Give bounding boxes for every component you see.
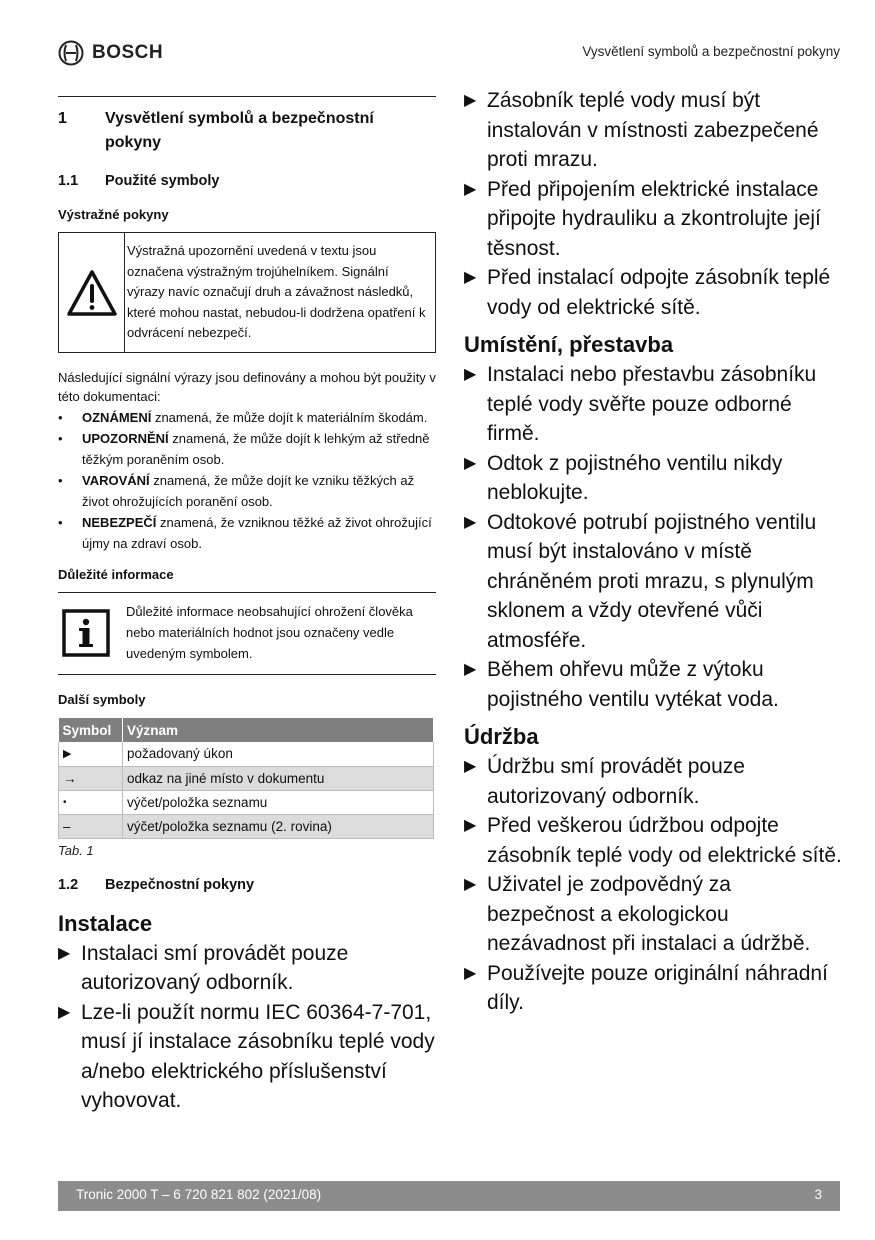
placement-list [464,360,842,714]
list-item [464,752,842,811]
other-symbols-heading: Další symboly [58,692,146,707]
symbol-cell: • [59,790,123,814]
signal-words-list [58,407,436,554]
section-1-1-title: Použité symboly [105,173,220,189]
list-item-text: Zásobník teplé vody musí být instalován v místnosti zabezpečené proti mrazu. [487,89,819,171]
action-arrow-icon: ▶ [464,269,477,286]
table-row [59,790,434,814]
list-item [58,998,436,1116]
section-1-heading [58,96,436,155]
list-item [464,508,842,656]
installation-heading: Instalace [58,910,153,936]
list-item [464,870,842,959]
section-1-1-heading [58,171,436,191]
installation-list [58,939,436,1116]
maintenance-list [464,752,842,1018]
list-item [464,86,842,175]
action-arrow-icon: ▶ [58,1003,71,1021]
header-title: Vysvětlení symbolů a bezpečnostní pokyny [582,44,840,59]
bullet-dot: • [58,473,63,488]
signal-desc: znamená, že může dojít k materiálním škodám. [151,410,428,425]
list-item [464,449,842,508]
list-item-text: Údržbu smí provádět pouze autorizovaný odborník. [487,755,745,808]
signal-words-intro: Následující signální výrazy jsou definovány a mohou být použity v této dokumentaci: [58,370,436,404]
action-arrow-icon: ▶ [58,944,71,962]
list-item-text: Lze-li použít normu IEC 60364-7-701, musí jí instalace zásobníku teplé vody a/nebo elektrického příslušenství vyhovovat. [81,1000,435,1112]
col-symbol-header: Symbol [59,718,123,742]
list-item-text: Používejte pouze originální náhradní díly. [487,961,828,1014]
action-arrow-icon: ▶ [464,661,477,678]
list-item-text: Během ohřevu může z výtoku pojistného ventilu vytékat voda. [487,658,779,711]
section-1-title: Vysvětlení symbolů a bezpečnostní pokyny [105,110,374,151]
page-footer [58,1181,840,1211]
page-number: 3 [814,1187,822,1202]
list-item [58,407,436,428]
action-arrow-icon: ▶ [464,876,477,893]
symbol-cell: → [59,766,123,790]
signal-desc: znamená, že vzniknou těžké až život ohrožující újmy na zdraví osob. [82,515,432,551]
action-arrow-icon: ▶ [464,964,477,982]
action-arrow-icon: ▶ [464,758,477,775]
meaning-cell: výčet/položka seznamu [123,790,434,814]
signal-term: UPOZORNĚNÍ [82,431,169,446]
col-meaning-header: Význam [123,718,434,742]
meaning-cell: požadovaný úkon [123,742,434,766]
meaning-cell: výčet/položka seznamu (2. rovina) [123,814,434,838]
list-item-text: Instalaci nebo přestavbu zásobníku teplé vody svěřte pouze odborné firmě. [487,363,817,445]
action-arrow-icon: ▶ [464,366,477,383]
table-row [59,742,434,766]
action-arrow-icon: ▶ [464,92,477,109]
list-item-text: Odtok z pojistného ventilu nikdy neblokujte. [487,451,783,504]
warning-box-text: Výstražná upozornění uvedená v textu jsou označena výstražným trojúhelníkem. Signální výrazy navíc označují druh a závažnost následků, které mohou nastat, nebudou-li dodržena opatření k odvrácení nebezpečí. [127,243,426,340]
signal-desc: znamená, že může dojít k lehkým až středně těžkým poraněním osob. [82,431,430,467]
warning-box [58,232,436,353]
brand-name: BOSCH [92,42,164,63]
warnings-heading: Výstražné pokyny [58,207,169,222]
right-column [464,86,842,1018]
table-row [59,766,434,790]
action-arrow-icon: ▶ [464,817,477,834]
signal-term: VAROVÁNÍ [82,473,150,488]
important-info-heading: Důležité informace [58,567,174,582]
warning-triangle-icon [59,233,125,352]
signal-term: NEBEZPEČÍ [82,515,157,530]
signal-term: OZNÁMENÍ [82,410,152,425]
table-row [59,814,434,838]
info-icon [58,601,124,664]
list-item [58,428,436,470]
bullet-dot: • [58,410,63,425]
list-item [464,263,842,322]
bullet-dot: • [58,431,63,446]
important-info-text: Důležité informace neobsahující ohrožení člověka nebo materiálních hodnot jsou označeny vedle uvedeným symbolem. [126,604,413,661]
list-item-text: Odtokové potrubí pojistného ventilu musí být instalováno v místě chráněném proti mrazu, s plynulým sklonem a vždy otevřené vůči atmosféře. [487,510,817,652]
section-1-2-title: Bezpečnostní pokyny [105,876,255,893]
left-column [58,96,436,1116]
footer-document-id: Tronic 2000 T – 6 720 821 802 (2021/08) [76,1187,322,1202]
bosch-logo [58,40,163,66]
symbol-cell: ▶ [59,742,123,766]
section-1-2-heading [58,875,436,895]
page-header [58,38,840,68]
list-item [58,470,436,512]
list-item [464,959,842,1018]
list-item [58,939,436,998]
symbols-table [58,718,434,839]
action-arrow-icon: ▶ [464,180,477,198]
meaning-cell: odkaz na jiné místo v dokumentu [123,766,434,790]
list-item-text: Před veškerou údržbou odpojte zásobník teplé vody od elektrické sítě. [487,814,842,867]
list-item-text: Instalaci smí provádět pouze autorizovaný odborník. [81,941,349,994]
section-1-2-number: 1.2 [58,876,79,893]
table-caption: Tab. 1 [58,842,94,858]
action-arrow-icon: ▶ [464,513,477,531]
list-item [464,175,842,264]
list-item-text: Před instalací odpojte zásobník teplé vody od elektrické sítě. [487,266,831,319]
list-item-text: Před připojením elektrické instalace připojte hydrauliku a zkontrolujte její těsnost. [487,177,821,260]
table-header-row [59,718,434,742]
important-info-box [58,592,436,675]
list-item [58,512,436,554]
list-item [464,655,842,714]
section-1-1-number: 1.1 [58,173,79,189]
action-arrow-icon: ▶ [464,454,477,472]
list-item-text: Uživatel je zodpovědný za bezpečnost a ekologickou nezávadnost při instalaci a údržbě. [487,873,811,955]
section-1-number: 1 [58,110,67,127]
list-item [464,360,842,449]
bosch-armature-icon [58,40,84,66]
maintenance-heading: Údržba [464,724,539,749]
installation-list-continued [464,86,842,322]
placement-heading: Umístění, přestavba [464,332,674,357]
list-item [464,811,842,870]
symbol-cell: – [59,814,123,838]
bullet-dot: • [58,515,63,530]
signal-desc: znamená, že může dojít ke vzniku těžkých až život ohrožujících poranění osob. [82,473,415,509]
